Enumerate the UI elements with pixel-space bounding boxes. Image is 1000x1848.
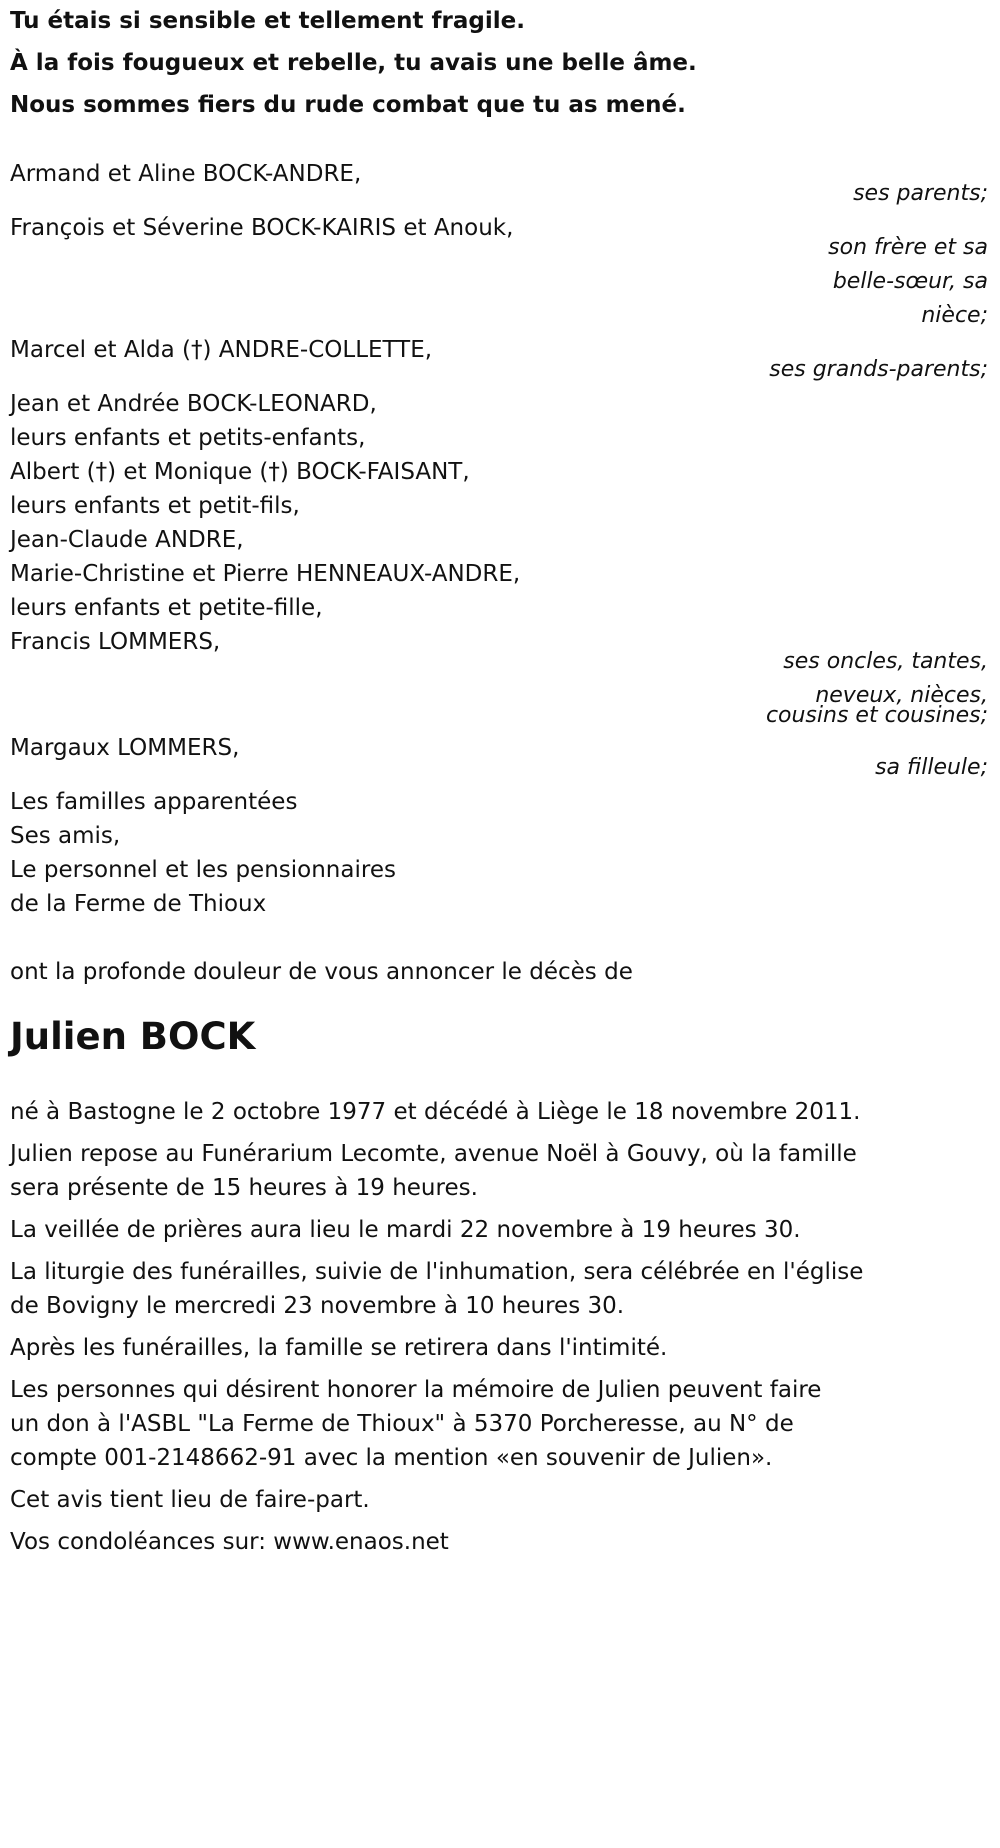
parents-name: Armand et Aline BOCK-ANDRE, [10, 161, 362, 187]
uncles-line-8: Francis LOMMERS, [10, 629, 221, 655]
detail-vigil: La veillée de prières aura lieu le mardi 22 novembre à 19 heures 30. [10, 1217, 801, 1243]
uncles-line-6: Marie-Christine et Pierre HENNEAUX-ANDRE, [10, 561, 521, 587]
brother-role-3: nièce; [921, 303, 988, 328]
parents-role: ses parents; [853, 181, 988, 206]
brother-name: François et Séverine BOCK-KAIRIS et Anouk, [10, 215, 514, 241]
uncles-role-2: neveux, nièces, [815, 683, 988, 708]
announcement-text: ont la profonde douleur de vous annoncer le décès de [10, 959, 633, 985]
detail-rest-line-2: sera présente de 15 heures à 19 heures. [10, 1175, 478, 1201]
detail-birth-death: né à Bastogne le 2 octobre 1977 et décédé à Liège le 18 novembre 2011. [10, 1099, 861, 1125]
detail-donation-line-3: compte 001-2148662-91 avec la mention «en souvenir de Julien». [10, 1445, 773, 1471]
deceased-name: Julien BOCK [10, 1015, 256, 1058]
intro-line-1: Tu étais si sensible et tellement fragile. [10, 8, 525, 34]
detail-rest-line-1: Julien repose au Funérarium Lecomte, avenue Noël à Gouvy, où la famille [10, 1141, 857, 1167]
uncles-line-3: Albert (†) et Monique (†) BOCK-FAISANT, [10, 459, 470, 485]
others-line-2: Ses amis, [10, 823, 121, 849]
others-line-1: Les familles apparentées [10, 789, 298, 815]
detail-notice: Cet avis tient lieu de faire-part. [10, 1487, 370, 1513]
uncles-line-1: Jean et Andrée BOCK-LEONARD, [10, 391, 377, 417]
grandparents-role: ses grands-parents; [769, 357, 988, 382]
detail-donation-line-2: un don à l'ASBL "La Ferme de Thioux" à 5370 Porcheresse, au N° de [10, 1411, 794, 1437]
detail-condolences: Vos condoléances sur: www.enaos.net [10, 1529, 449, 1555]
uncles-line-4: leurs enfants et petit-fils, [10, 493, 300, 519]
others-line-3: Le personnel et les pensionnaires [10, 857, 396, 883]
brother-role-2: belle-sœur, sa [832, 269, 988, 294]
uncles-line-7: leurs enfants et petite-fille, [10, 595, 323, 621]
goddaughter-role: sa filleule; [875, 755, 988, 780]
intro-line-3: Nous sommes fiers du rude combat que tu as mené. [10, 92, 686, 118]
intro-line-2: À la fois fougueux et rebelle, tu avais une belle âme. [10, 50, 697, 76]
detail-liturgy-line-2: de Bovigny le mercredi 23 novembre à 10 heures 30. [10, 1293, 625, 1319]
detail-donation-line-1: Les personnes qui désirent honorer la mémoire de Julien peuvent faire [10, 1377, 822, 1403]
goddaughter-name: Margaux LOMMERS, [10, 735, 240, 761]
uncles-line-2: leurs enfants et petits-enfants, [10, 425, 366, 451]
uncles-line-5: Jean-Claude ANDRE, [10, 527, 244, 553]
uncles-role-1: ses oncles, tantes, [783, 649, 988, 674]
others-line-4: de la Ferme de Thioux [10, 891, 267, 917]
detail-after-funeral: Après les funérailles, la famille se retirera dans l'intimité. [10, 1335, 668, 1361]
uncles-role-3: cousins et cousines; [765, 703, 988, 728]
brother-role-1: son frère et sa [828, 235, 988, 260]
detail-liturgy-line-1: La liturgie des funérailles, suivie de l'inhumation, sera célébrée en l'église [10, 1259, 864, 1285]
grandparents-name: Marcel et Alda (†) ANDRE-COLLETTE, [10, 337, 433, 363]
